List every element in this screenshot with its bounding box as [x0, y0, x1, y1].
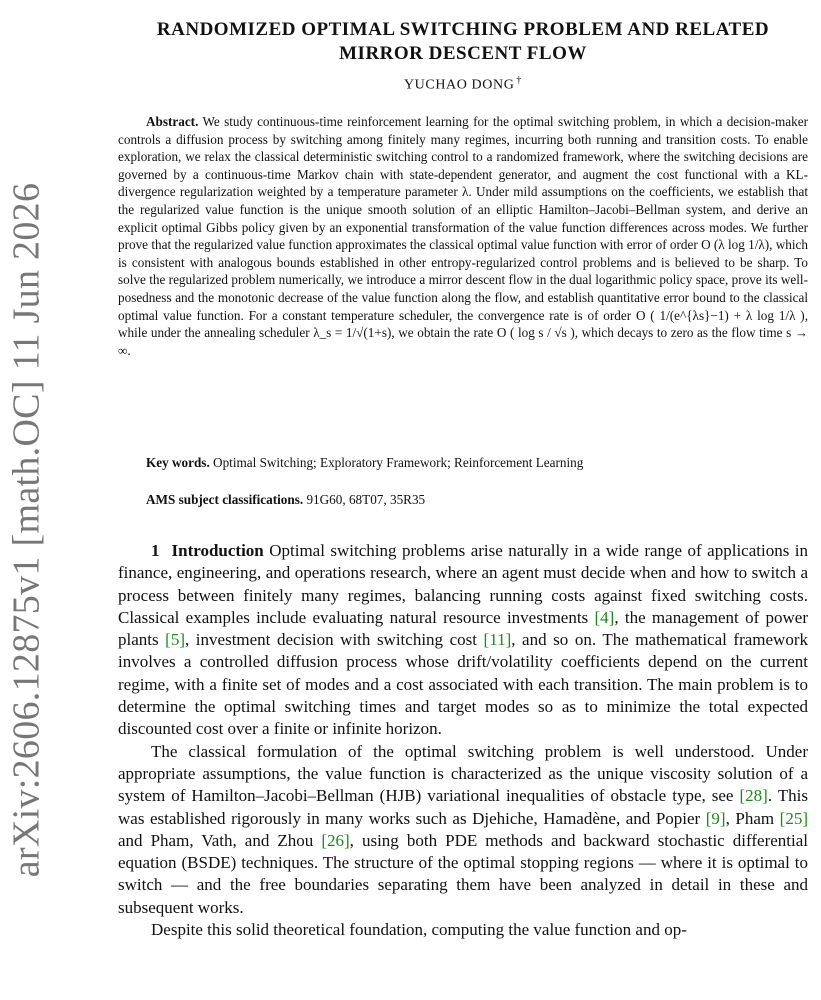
abstract-text-2: , which is consistent with analogous bounds established in other entropy-regularized control problems and is believed to be sharp. To solve the regularized problem numerically, we introduce a mirror descent flow in the dual logarithmic policy space, prove its well-posedness and the monotonic decrease of the value function along the flow, and establish quantitative error bound to the classical optimal value function. For a constant temperature scheduler, the convergence rate is of order	[118, 237, 808, 323]
abstract-math-2: O ( 1/(e^{λs}−1) + λ log 1/λ )	[635, 307, 805, 323]
abstract-label: Abstract.	[146, 114, 199, 129]
keywords-label: Key words.	[146, 455, 210, 470]
ams-classifications	[146, 492, 808, 508]
para-text: , and so on. The mathematical framework involves a controlled diffusion process whose drift/volatility coefficients depend on the current regime, with a finite set of modes and a cost associated with each transition. The main problem is to determine the optimal switching times and target modes so as to minimize the total expected discounted cost over a finite or infinite horizon.	[118, 630, 808, 739]
para-text: , the management of power plants	[118, 607, 809, 650]
author-name: YUCHAO DONG	[403, 77, 515, 93]
paper-title: RANDOMIZED OPTIMAL SWITCHING PROBLEM AND RELATED MIRROR DESCENT FLOW	[156, 19, 770, 64]
citation-link[interactable]: [26]	[321, 830, 350, 850]
section-heading	[151, 541, 264, 560]
abstract-text-1: We study continuous-time reinforcement learning for the optimal switching problem, in which a decision-maker controls a diffusion process by switching among finitely many regimes, incurring both running and transition costs. To enable exploration, we relax the classical deterministic switching control to a randomized framework, where the switching decisions are governed by a continuous-time Markov chain with state-dependent generator, and augment the cost functional with a KL-divergence regularization weighted by a temperature parameter λ. Under mild assumptions on the coefficients, we establish that the regularized value function is the unique smooth solution of an elliptic Hamilton–Jacobi–Bellman system, and derive an explicit optimal Gibbs policy given by an exponential transformation of the value function differences across modes. We further prove that the regularized value function approximates the classical optimal value function with error of order	[118, 114, 808, 253]
introduction-body	[118, 540, 808, 941]
citation-link[interactable]: [25]	[779, 808, 808, 828]
para-text: , using both PDE methods and backward stochastic differential equation (BSDE) techniques. The structure of the optimal stopping regions — where it is optimal to switch — and the free boundaries separating them have been analyzed in detail in these and subsequent works.	[118, 830, 808, 917]
para-text: , investment decision with switching cost	[185, 630, 484, 650]
abstract-paragraph	[118, 113, 808, 359]
para-text: Despite this solid theoretical foundation, computing the value function and op-	[151, 920, 687, 940]
keywords-text: Optimal Switching; Exploratory Framework; Reinforcement Learning	[213, 455, 584, 470]
intro-paragraph-1	[118, 540, 808, 741]
abstract-math-4: O ( log s / √s )	[496, 325, 575, 341]
intro-paragraph-3	[118, 919, 808, 941]
keywords	[146, 455, 808, 471]
section-number: 1	[151, 541, 160, 560]
abstract-text-3: , while under the annealing scheduler	[118, 307, 808, 341]
para-text: The classical formulation of the optimal switching problem is well understood. Under appropriate assumptions, the value function is characterized as the unique viscosity solution of a system of Hamilton–Jacobi–Bellman (HJB) variational inequalities of obstacle type, see	[118, 741, 808, 806]
citation-link[interactable]: [4]	[594, 607, 615, 627]
para-text: . This was established rigorously in many works such as Djehiche, Hamadène, and Popier	[118, 786, 808, 828]
citation-link[interactable]: [28]	[739, 786, 768, 806]
ams-text: 91G60, 68T07, 35R35	[306, 492, 426, 507]
abstract-text-5: , which decays to zero as the flow time s → ∞.	[118, 325, 809, 358]
para-text: and Pham, Vath, and Zhou	[118, 830, 322, 850]
abstract-math-3: λ_s = 1/√(1+s)	[313, 325, 392, 341]
para-text: Optimal switching problems arise naturally in a wide range of applications in finance, engineering, and operations research, where an agent must decide when and how to switch a process between finitely many regimes, balancing running costs against fixed switching costs. Classical examples include evaluating natural resource investments	[118, 541, 809, 627]
intro-paragraph-2	[118, 741, 808, 919]
citation-link[interactable]: [5]	[165, 630, 185, 650]
abstract	[118, 113, 808, 359]
para-text: , Pham	[725, 808, 780, 828]
ams-label: AMS subject classifications.	[146, 492, 304, 507]
section-title: Introduction	[171, 541, 264, 560]
author-line	[118, 75, 808, 94]
citation-link[interactable]: [11]	[483, 630, 512, 650]
abstract-math-1: O (λ log 1/λ)	[701, 237, 770, 253]
abstract-text-4: , we obtain the rate	[391, 325, 494, 341]
author-footnote-mark: †	[516, 75, 523, 86]
citation-link[interactable]: [9]	[705, 808, 726, 828]
arxiv-identifier: arXiv:2606.12875v1 [math.OC] 11 Jun 2026	[5, 182, 48, 878]
